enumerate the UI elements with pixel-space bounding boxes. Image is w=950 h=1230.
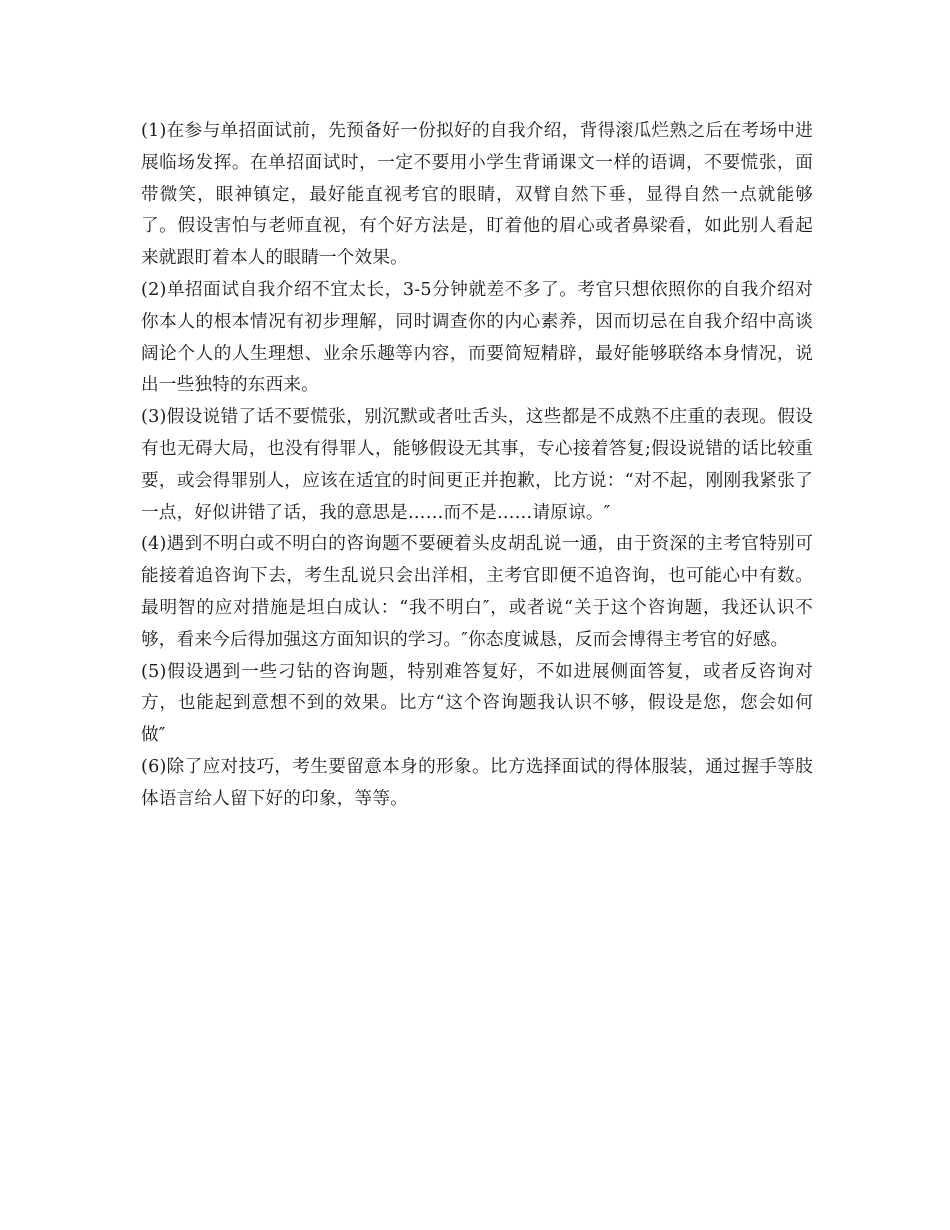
paragraph-1: (1)在参与单招面试前，先预备好一份拟好的自我介绍，背得滚瓜烂熟之后在考场中进展临场发挥。在单招面试时，一定不要用小学生背诵课文一样的语调，不要慌张，面带微笑，眼神镇定，最好能直视考官的眼睛，双臂自然下垂，显得自然一点就能够了。假设害怕与老师直视，有个好方法是，盯着他的眉心或者鼻梁看，如此别人看起来就跟盯着本人的眼睛一个效果。 [141, 121, 813, 269]
paragraph-2: (2)单招面试自我介绍不宜太长，3-5分钟就差不多了。考官只想依照你的自我介绍对你本人的根本情况有初步理解，同时调查你的内心素养，因而切忌在自我介绍中高谈阔论个人的人生理想、业余乐趣等内容，而要简短精辟，最好能够联络本身情况，说出一些独特的东西来。 [141, 279, 813, 396]
paragraph-6: (6)除了应对技巧，考生要留意本身的形象。比方选择面试的得体服装，通过握手等肢体语言给人留下好的印象，等等。 [141, 756, 813, 809]
paragraph-4: (4)遇到不明白或不明白的咨询题不要硬着头皮胡乱说一通，由于资深的主考官特别可能接着追咨询下去，考生乱说只会出洋相，主考官即便不追咨询，也可能心中有数。最明智的应对措施是坦白成认：“我不明白″，或者说“关于这个咨询题，我还认识不够，看来今后得加强这方面知识的学习。″你态度诚恳，反而会博得主考官的好感。 [141, 534, 813, 650]
paragraph-3: (3)假设说错了话不要慌张，别沉默或者吐舌头，这些都是不成熟不庄重的表现。假设有也无碍大局，也没有得罪人，能够假设无其事，专心接着答复;假设说错的话比较重要，或会得罪别人，应该在适宜的时间更正并抱歉，比方说：“对不起，刚刚我紧张了一点，好似讲错了话，我的意思是……而不是……请原谅。″ [141, 407, 813, 523]
paragraph-5: (5)假设遇到一些刁钻的咨询题，特别难答复好，不如进展侧面答复，或者反咨询对方，也能起到意想不到的效果。比方“这个咨询题我认识不够，假设是您，您会如何做″ [141, 661, 813, 746]
document-body [141, 116, 813, 816]
